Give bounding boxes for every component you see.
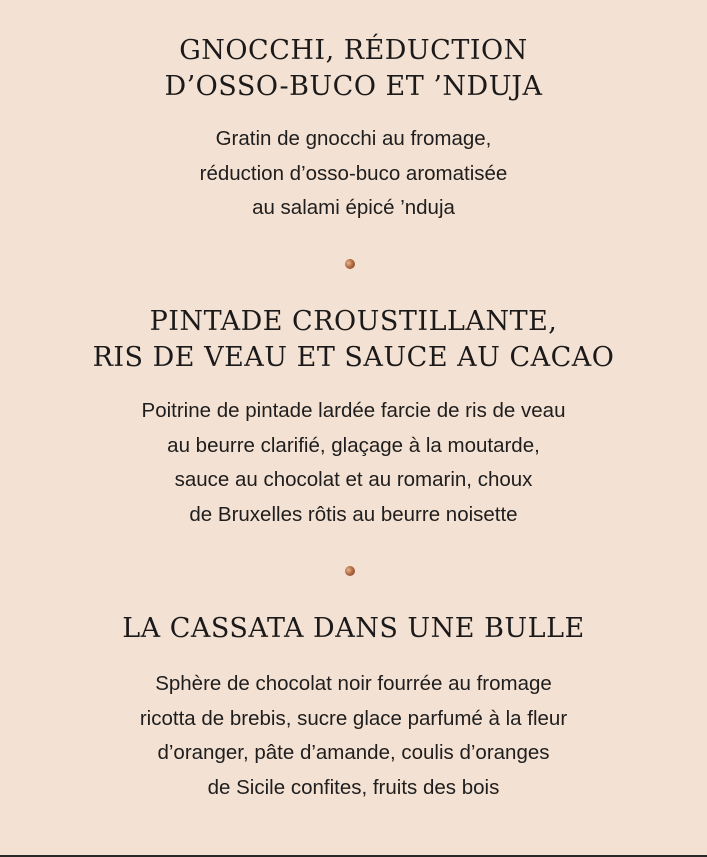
dish-title: [0, 304, 707, 376]
dish-description-line: au salami épicé ’nduja: [252, 196, 455, 219]
dish-description-line: de Sicile confites, fruits des bois: [207, 775, 500, 799]
dish-title-line: D’OSSO-BUCO ET ’NDUJA: [164, 71, 543, 102]
dish-gnocchi: [0, 33, 707, 226]
dish-title-line: GNOCCHI, RÉDUCTION: [179, 35, 528, 66]
separator-dot-icon: [345, 566, 355, 576]
dish-cassata: [0, 611, 707, 805]
dish-title-line: LA CASSATA DANS UNE BULLE: [122, 613, 585, 644]
dish-description-line: au beurre clarifié, glaçage à la moutarde,: [167, 433, 540, 457]
dish-description: [0, 122, 707, 226]
dish-title: [0, 611, 707, 647]
dish-description-line: Gratin de gnocchi au fromage,: [215, 127, 492, 150]
dish-title-line: PINTADE CROUSTILLANTE,: [149, 306, 558, 337]
dish-description-line: ricotta de brebis, sucre glace parfumé à la fleur: [139, 706, 568, 730]
dish-description: [0, 394, 707, 532]
dish-description-line: sauce au chocolat et au romarin, choux: [174, 468, 533, 491]
dish-description-line: Sphère de chocolat noir fourrée au fromage: [155, 672, 552, 695]
dish-pintade: [0, 304, 707, 532]
dish-description: [0, 667, 707, 805]
dish-description-line: de Bruxelles rôtis au beurre noisette: [189, 502, 518, 526]
dish-title-line: RIS DE VEAU ET SAUCE AU CACAO: [92, 342, 615, 373]
dish-title: [0, 33, 707, 105]
separator-dot-icon: [345, 259, 355, 269]
dish-description-line: réduction d’osso-buco aromatisée: [199, 161, 508, 185]
dish-description-line: d’oranger, pâte d’amande, coulis d’oranges: [157, 741, 550, 764]
dish-description-line: Poitrine de pintade lardée farcie de ris de veau: [141, 399, 566, 422]
